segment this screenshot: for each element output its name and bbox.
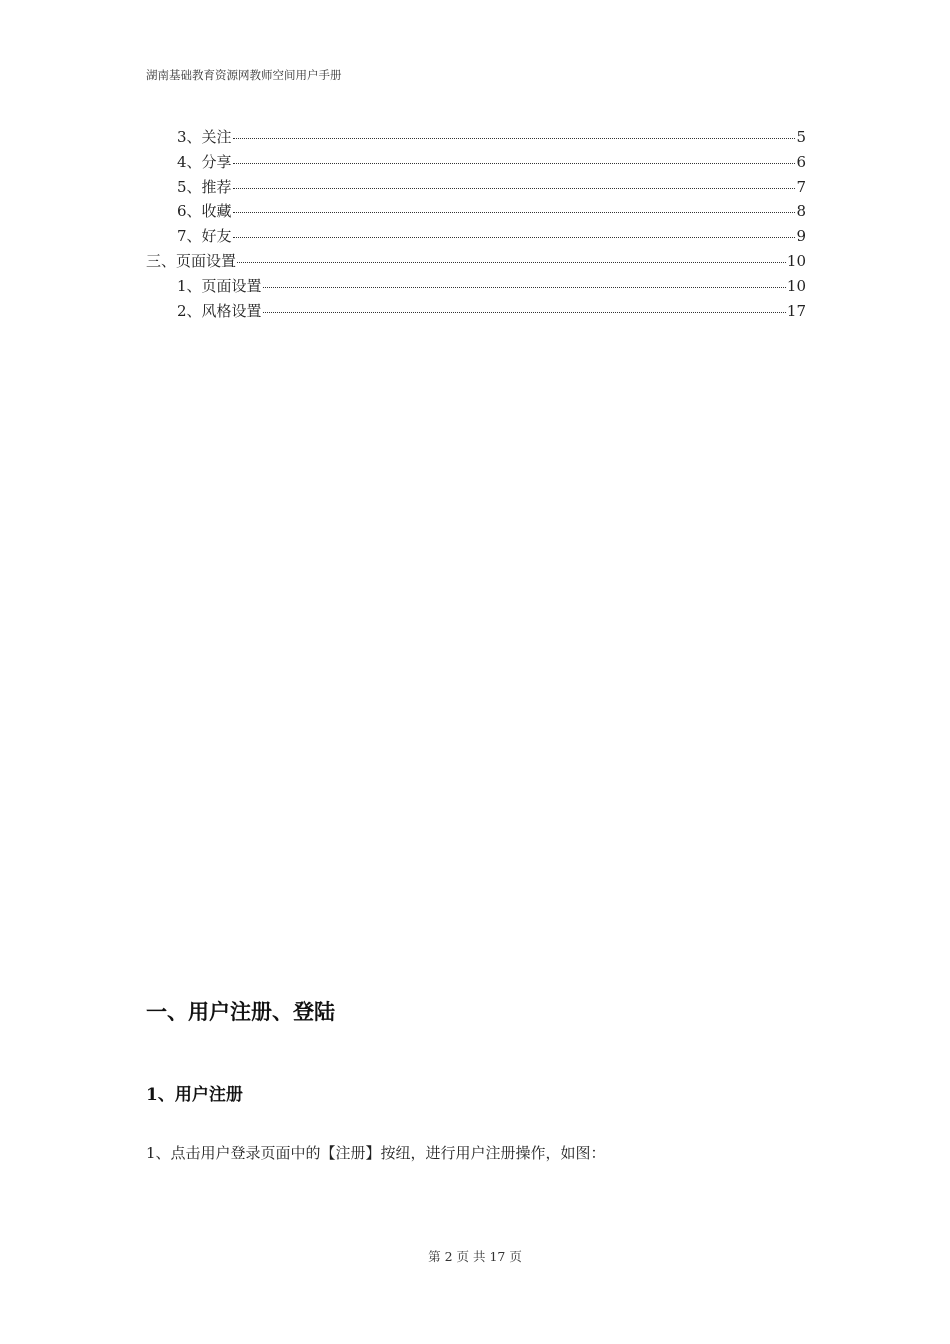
toc-entry-label: 1、页面设置 [177, 276, 262, 295]
table-of-contents [146, 126, 806, 324]
toc-entry-label: 5、推荐 [177, 177, 232, 196]
toc-page-number: 8 [796, 202, 806, 221]
toc-dot-leader [233, 188, 796, 189]
toc-page-number: 10 [786, 251, 806, 270]
toc-entry-follow[interactable] [146, 126, 806, 151]
toc-dot-leader [233, 237, 796, 238]
toc-dot-leader [237, 262, 786, 263]
toc-dot-leader [233, 163, 796, 164]
toc-dot-leader [263, 287, 786, 288]
toc-entry-style-settings[interactable] [146, 300, 806, 325]
toc-entry-share[interactable] [146, 151, 806, 176]
toc-page-number: 6 [796, 152, 806, 171]
toc-entry-label: 6、收藏 [177, 202, 232, 221]
section-heading: 一、用户注册、登陆 [146, 999, 335, 1024]
toc-dot-leader [233, 138, 796, 139]
body-paragraph: 1、点击用户登录页面中的【注册】按纽，进行用户注册操作，如图： [146, 1144, 606, 1162]
toc-entry-friends[interactable] [146, 225, 806, 250]
toc-dot-leader [233, 212, 796, 213]
page-footer: 第 2 页 共 17 页 [428, 1249, 522, 1264]
toc-entry-label: 2、风格设置 [177, 301, 262, 320]
toc-page-number: 17 [786, 301, 806, 320]
toc-entry-label: 三、页面设置 [146, 251, 237, 270]
page-header: 湖南基础教育资源网教师空间用户手册 [146, 68, 342, 82]
toc-page-number: 7 [796, 177, 806, 196]
subsection-heading: 1、用户注册 [146, 1085, 243, 1105]
toc-entry-page-settings[interactable] [146, 275, 806, 300]
toc-page-number: 9 [796, 227, 806, 246]
toc-dot-leader [263, 312, 786, 313]
toc-entry-page-settings-chapter[interactable] [146, 250, 806, 275]
toc-entry-label: 7、好友 [177, 227, 232, 246]
toc-entry-label: 4、分享 [177, 152, 232, 171]
toc-entry-label: 3、关注 [177, 128, 232, 146]
toc-entry-favorite[interactable] [146, 200, 806, 225]
toc-page-number: 5 [796, 128, 806, 146]
toc-page-number: 10 [786, 276, 806, 295]
toc-entry-recommend[interactable] [146, 176, 806, 201]
